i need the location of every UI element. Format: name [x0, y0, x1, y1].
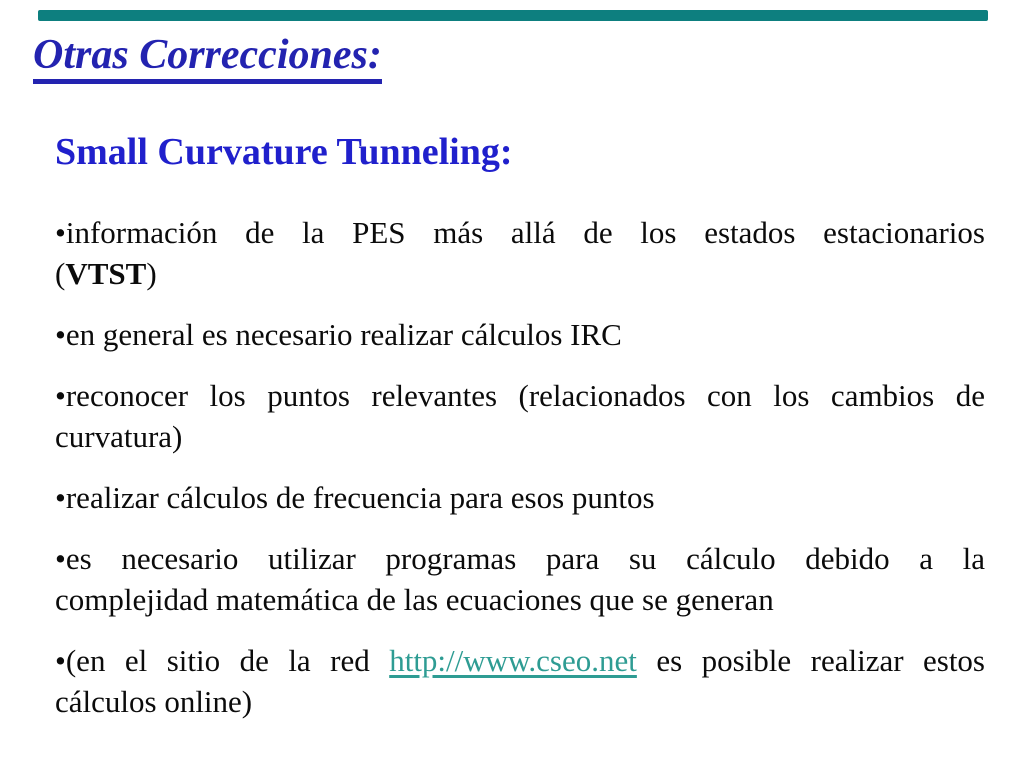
bullet-text: información de la PES más allá de los estados estacionarios — [65, 215, 985, 250]
bullet-line — [55, 375, 985, 416]
slide-title: Otras Correcciones: — [33, 34, 382, 84]
bullet-line — [55, 681, 985, 722]
bullet-text: (en el sitio de la red — [65, 643, 390, 678]
bullet-text: en general es necesario realizar cálculos IRC — [65, 317, 622, 352]
bullet-line — [55, 477, 985, 518]
bullet-marker: • — [55, 317, 66, 352]
bullet-item-puntos-relevantes — [55, 375, 985, 457]
bullet-item-frecuencia — [55, 477, 985, 518]
cseo-link[interactable]: http://www.cseo.net — [389, 643, 637, 678]
bullet-marker: • — [55, 541, 66, 576]
bullet-text-bold-vtst: VTST — [65, 256, 147, 291]
bullet-text: curvatura) — [55, 419, 183, 454]
bullet-text: es posible realizar estos — [636, 643, 985, 678]
bullet-line — [55, 538, 985, 579]
bullet-text: reconocer los puntos relevantes (relacionados con los cambios de — [65, 378, 985, 413]
bullet-marker: • — [55, 215, 66, 250]
slide-subtitle: Small Curvature Tunneling: — [55, 131, 513, 173]
bullet-item-irc — [55, 314, 985, 355]
bullet-text: realizar cálculos de frecuencia para esos puntos — [65, 480, 655, 515]
bullet-marker: • — [55, 480, 66, 515]
bullet-text: cálculos online) — [55, 684, 253, 719]
top-decoration-bar — [38, 10, 988, 21]
bullet-item-pes-info — [55, 212, 985, 294]
bullet-line — [55, 416, 985, 457]
bullet-list — [55, 212, 985, 742]
bullet-text: ( — [55, 256, 66, 291]
bullet-marker: • — [55, 378, 66, 413]
bullet-line — [55, 640, 985, 681]
bullet-line — [55, 253, 985, 294]
bullet-line — [55, 212, 985, 253]
bullet-marker: • — [55, 643, 66, 678]
bullet-line — [55, 579, 985, 620]
bullet-line — [55, 314, 985, 355]
bullet-text: ) — [146, 256, 157, 291]
bullet-item-sitio-web — [55, 640, 985, 722]
bullet-text: es necesario utilizar programas para su cálculo debido a la — [65, 541, 985, 576]
bullet-item-programas — [55, 538, 985, 620]
bullet-text: complejidad matemática de las ecuaciones que se generan — [55, 582, 774, 617]
